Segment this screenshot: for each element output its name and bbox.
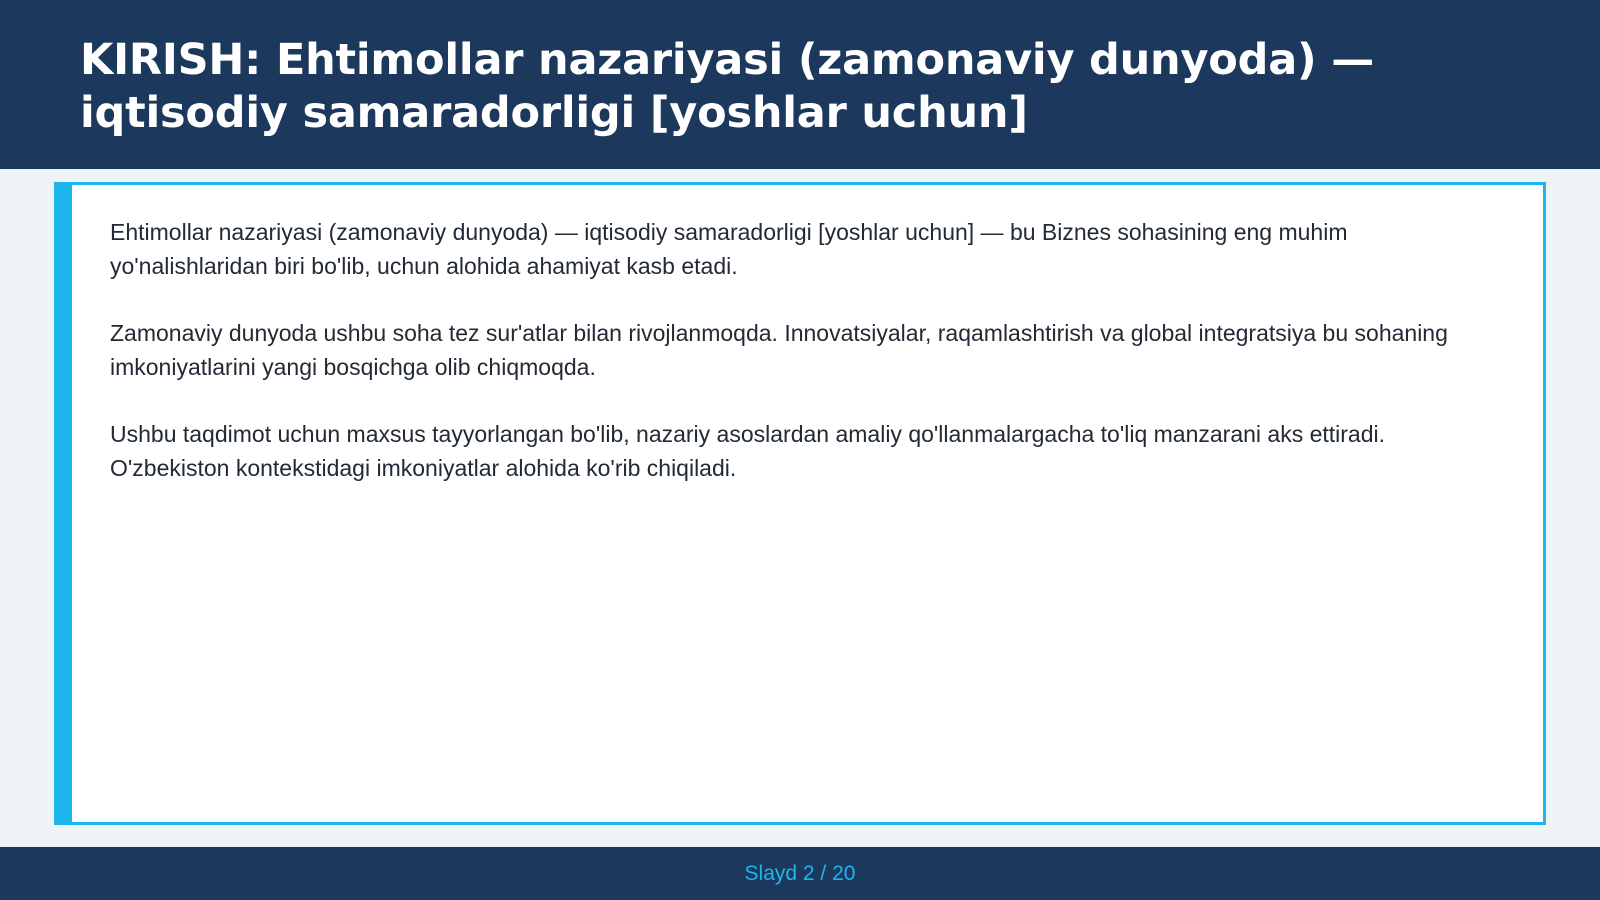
slide-counter: Slayd 2 / 20 — [744, 861, 856, 885]
content-card — [54, 182, 1546, 825]
slide-footer — [0, 847, 1600, 900]
paragraph-presentation-scope: Ushbu taqdimot uchun maxsus tayyorlangan bo'lib, nazariy asoslardan amaliy qo'llanmalargacha to'liq manzarani aks ettiradi. O'zbekiston kontekstidagi imkoniyatlar alohida ko'rib chiqiladi. — [110, 421, 1386, 481]
paragraph-intro: Ehtimollar nazariyasi (zamonaviy dunyoda) — iqtisodiy samaradorligi [yoshlar uchun] — bu Biznes sohasining eng muhim yo'nalishlaridan biri bo'lib, uchun alohida ahamiyat kasb etadi. — [110, 219, 1348, 279]
paragraph-modern-world: Zamonaviy dunyoda ushbu soha tez sur'atlar bilan rivojlanmoqda. Innovatsiyalar, raqamlashtirish va global integratsiya bu sohaning imkoniyatlarini yangi bosqichga olib chiqmoqda. — [110, 320, 1448, 380]
slide-title: KIRISH: Ehtimollar nazariyasi (zamonaviy dunyoda) — iqtisodiy samaradorligi [yoshlar uchun] — [80, 35, 1375, 138]
slide-header — [0, 0, 1600, 169]
